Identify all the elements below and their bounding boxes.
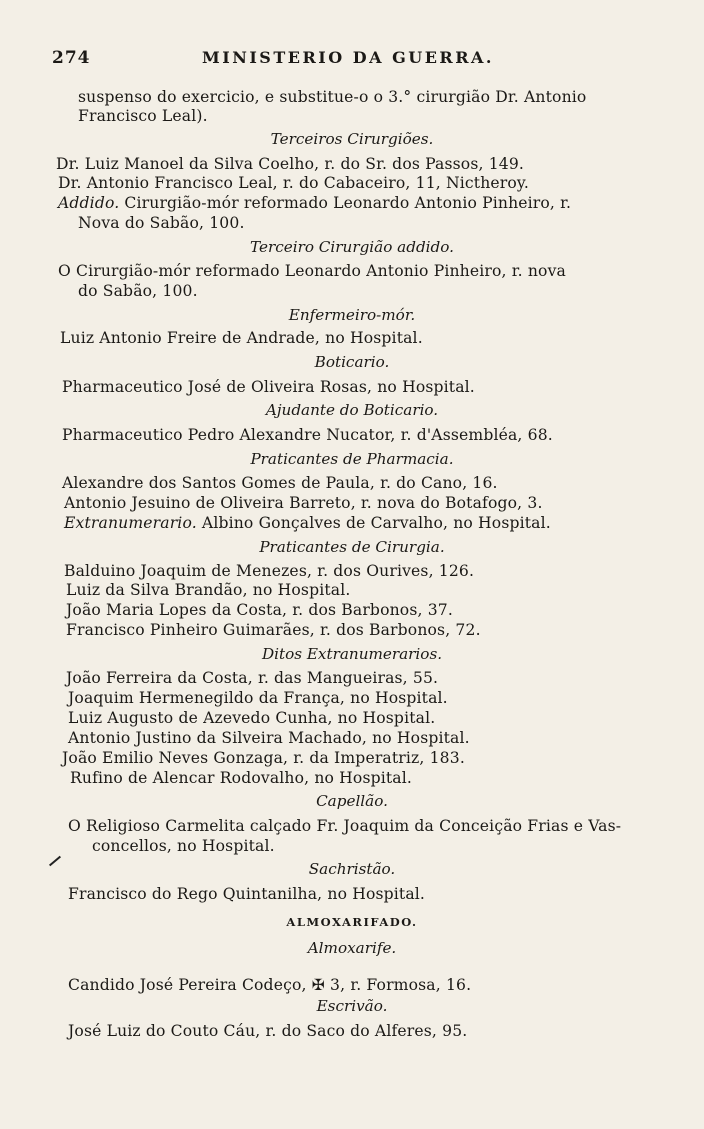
entry-line: Antonio Justino da Silveira Machado, no Hospital. <box>68 729 470 747</box>
entry-line: Antonio Jesuino de Oliveira Barreto, r. nova do Botafogo, 3. <box>64 494 543 512</box>
page-number: 274 <box>52 48 91 68</box>
entry-line <box>58 194 571 212</box>
entry-line: Dr. Antonio Francisco Leal, r. do Cabaceiro, 11, Nictheroy. <box>58 174 529 192</box>
entry-line <box>64 514 551 532</box>
entry-line: Francisco Pinheiro Guimarães, r. dos Barbonos, 72. <box>66 621 481 639</box>
entry-line: suspenso do exercicio, e substitue-o o 3.° cirurgião Dr. Antonio <box>78 88 587 106</box>
entry-line: O Cirurgião-mór reformado Leonardo Antonio Pinheiro, r. nova <box>58 262 566 280</box>
section-heading: Boticario. <box>314 353 390 371</box>
section-heading: Praticantes de Cirurgia. <box>259 538 445 556</box>
running-head: MINISTERIO DA GUERRA. <box>202 48 494 67</box>
entry-line: Candido José Pereira Codeço, ✠ 3, r. Formosa, 16. <box>68 976 472 994</box>
section-heading: Terceiro Cirurgião addido. <box>250 238 454 256</box>
entry-line: Francisco do Rego Quintanilha, no Hospital. <box>68 885 426 903</box>
entry-line: Pharmaceutico Pedro Alexandre Nucator, r. d'Assembléa, 68. <box>62 426 553 444</box>
section-heading: Enfermeiro-mór. <box>288 306 416 324</box>
section-heading: Escrivão. <box>316 997 388 1015</box>
entry-lead: Addido. <box>58 194 120 212</box>
section-title <box>0 912 704 930</box>
section-title-text: ALMOXARIFADO. <box>286 915 418 929</box>
entry-line: Rufino de Alencar Rodovalho, no Hospital. <box>70 769 413 787</box>
entry-line: O Religioso Carmelita calçado Fr. Joaquim da Conceição Frias e Vas- <box>68 817 622 835</box>
section-heading: Terceiros Cirurgiões. <box>270 130 434 148</box>
entry-line: Pharmaceutico José de Oliveira Rosas, no Hospital. <box>62 378 475 396</box>
entry-line: Joaquim Hermenegildo da França, no Hospital. <box>68 689 448 707</box>
entry-line: Luiz Augusto de Azevedo Cunha, no Hospital. <box>68 709 436 727</box>
section-heading: Ditos Extranumerarios. <box>261 645 443 663</box>
entry-text: Cirurgião-mór reformado Leonardo Antonio Pinheiro, r. <box>119 194 572 212</box>
entry-line: João Ferreira da Costa, r. das Mangueiras, 55. <box>66 669 439 687</box>
section-heading: Sachristão. <box>308 860 396 878</box>
entry-line: do Sabão, 100. <box>78 282 198 300</box>
entry-line: José Luiz do Couto Cáu, r. do Saco do Alferes, 95. <box>68 1022 468 1040</box>
entry-lead: Extranumerario. <box>64 514 197 532</box>
entry-line: João Maria Lopes da Costa, r. dos Barbonos, 37. <box>66 601 453 619</box>
section-heading: Almoxarife. <box>307 939 397 957</box>
entry-line: Nova do Sabão, 100. <box>78 214 245 232</box>
entry-text: Albino Gonçalves de Carvalho, no Hospital. <box>196 514 551 532</box>
entry-line: Francisco Leal). <box>78 107 208 125</box>
entry-line: Luiz da Silva Brandão, no Hospital. <box>66 581 351 599</box>
section-heading: Ajudante do Boticario. <box>265 401 439 419</box>
section-heading: Praticantes de Pharmacia. <box>250 450 454 468</box>
entry-line: Alexandre dos Santos Gomes de Paula, r. do Cano, 16. <box>62 474 498 492</box>
section-heading: Capellão. <box>316 792 388 810</box>
entry-line: Dr. Luiz Manoel da Silva Coelho, r. do Sr. dos Passos, 149. <box>56 155 525 173</box>
page-header <box>52 48 642 70</box>
entry-line: concellos, no Hospital. <box>92 837 275 855</box>
entry-line: João Emilio Neves Gonzaga, r. da Imperatriz, 183. <box>62 749 465 767</box>
entry-line: Balduino Joaquim de Menezes, r. dos Ourives, 126. <box>64 562 475 580</box>
entry-line: Luiz Antonio Freire de Andrade, no Hospital. <box>60 329 423 347</box>
